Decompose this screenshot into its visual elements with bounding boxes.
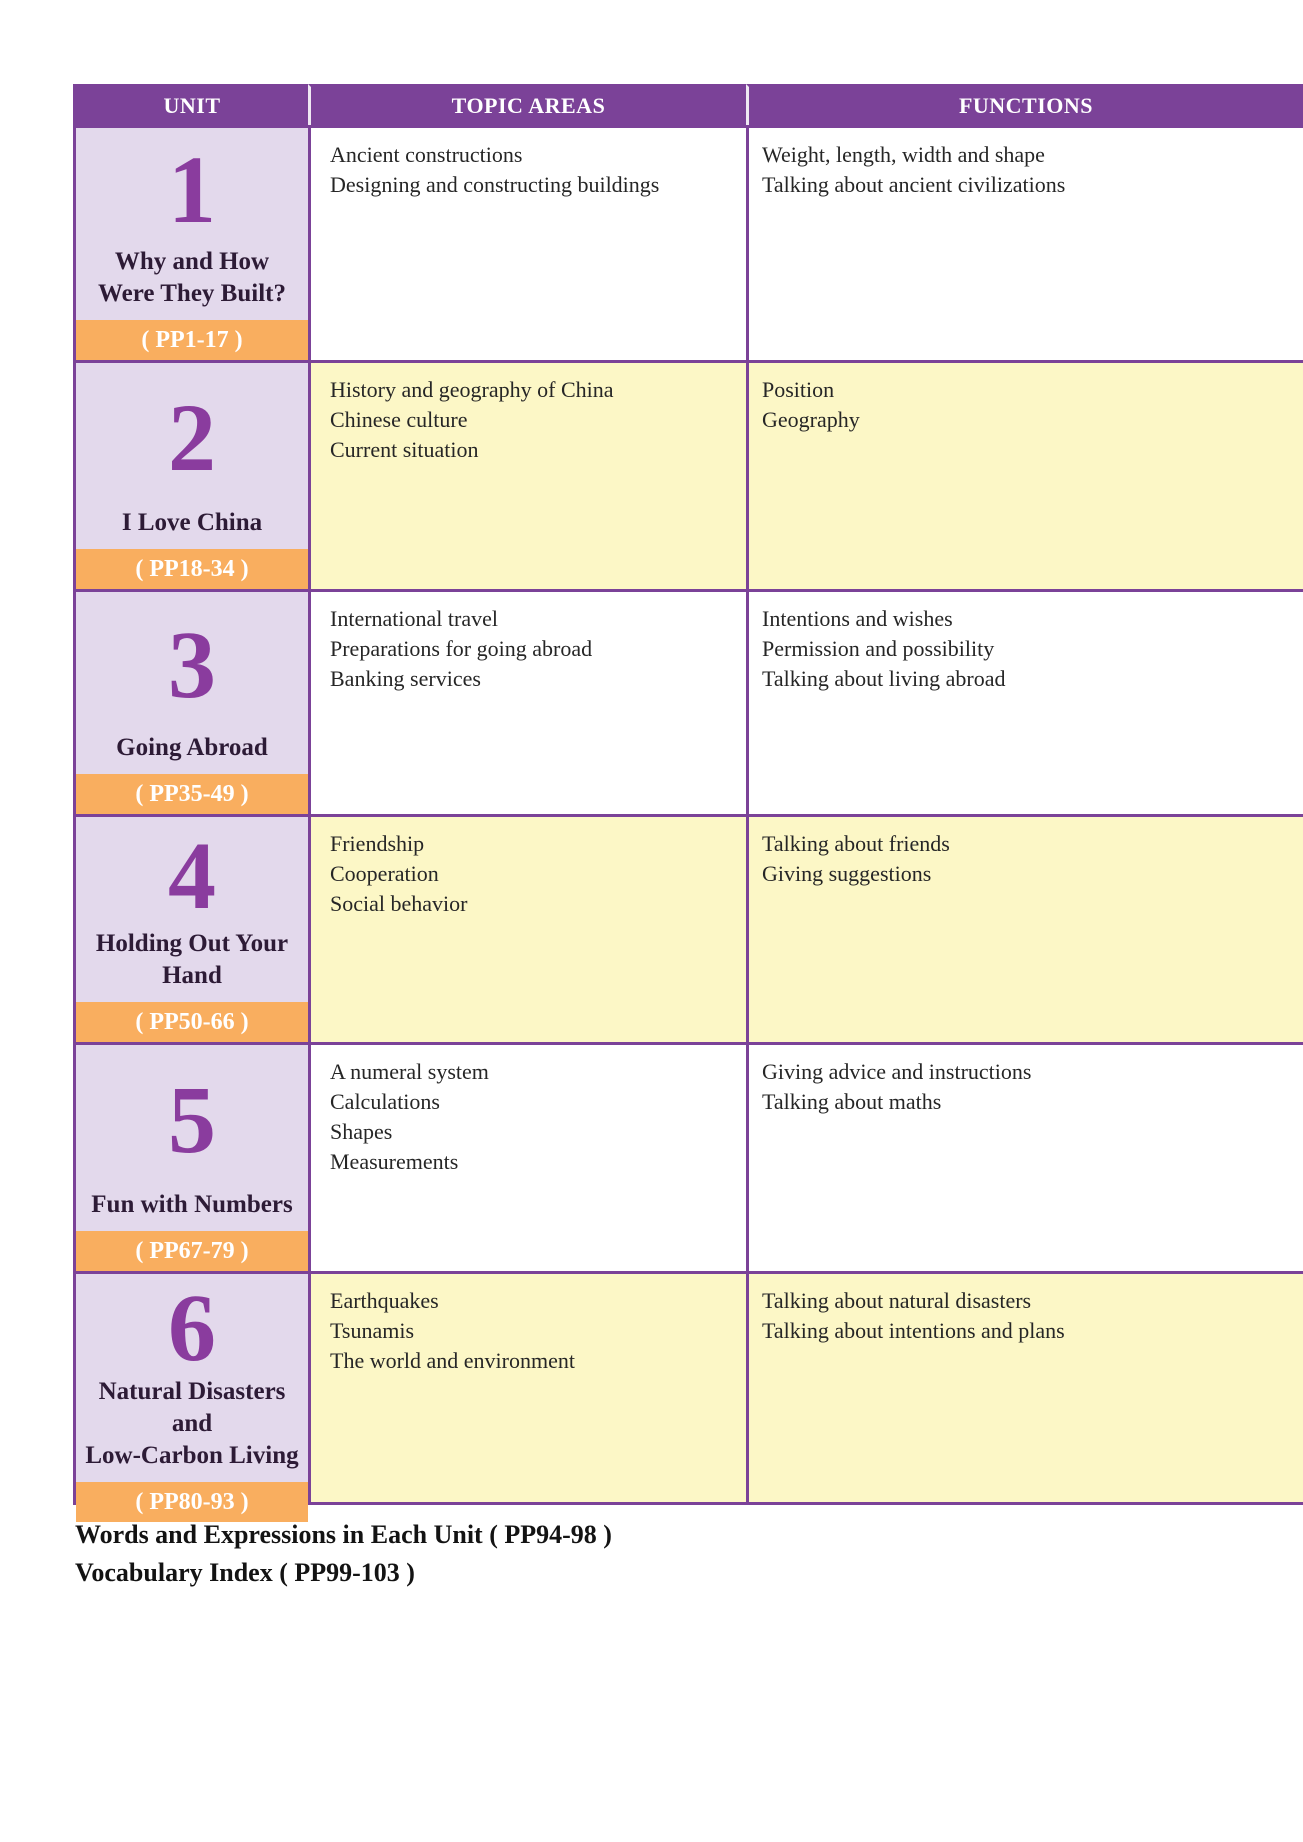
unit-pages-badge: ( PP35-49 )	[76, 774, 308, 814]
unit-title-line: Why and How	[114, 248, 270, 275]
unit-title	[76, 246, 308, 320]
topic-line: Preparations for going abroad	[330, 635, 593, 661]
unit-pages-badge: ( PP80-93 )	[76, 1482, 308, 1522]
topic-line: Calculations	[330, 1088, 440, 1114]
unit-cell-2	[73, 360, 308, 589]
function-line: Weight, length, width and shape	[762, 142, 1045, 167]
unit-title-line: Were They Built?	[98, 280, 286, 307]
topic-line: Cooperation	[330, 860, 439, 886]
unit-number: 5	[168, 1066, 216, 1173]
unit-title	[76, 1189, 308, 1231]
unit-cell-6	[73, 1271, 308, 1515]
functions-cell-3	[746, 589, 1303, 814]
topic-line: International travel	[330, 606, 498, 631]
topic-line: Measurements	[330, 1148, 459, 1174]
topic-line: Friendship	[330, 831, 425, 856]
unit-title-line: Holding Out Your	[95, 930, 289, 957]
column-header-unit: UNIT	[73, 84, 308, 125]
unit-pages-badge: ( PP18-34 )	[76, 549, 308, 589]
function-line: Talking about natural disasters	[762, 1288, 1032, 1313]
topic-line: The world and environment	[330, 1347, 575, 1373]
unit-title	[76, 507, 308, 549]
function-line: Giving suggestions	[762, 860, 932, 886]
column-header-functions: FUNCTIONS	[746, 84, 1303, 125]
unit-number: 2	[168, 384, 216, 491]
unit-number: 4	[168, 821, 216, 929]
functions-cell-5	[746, 1042, 1303, 1271]
function-line: Intentions and wishes	[762, 606, 953, 631]
column-header-topic-areas: TOPIC AREAS	[308, 84, 746, 125]
unit-title	[76, 928, 308, 1002]
topic-areas-cell-2	[308, 360, 746, 589]
topic-line: Earthquakes	[330, 1288, 439, 1313]
unit-number: 3	[168, 611, 216, 718]
unit-pages-badge: ( PP1-17 )	[76, 320, 308, 360]
topic-line: History and geography of China	[330, 377, 614, 402]
function-line: Talking about friends	[762, 831, 950, 856]
unit-cell-3	[73, 589, 308, 814]
function-line: Permission and possibility	[762, 635, 995, 661]
back-matter-links	[75, 1516, 612, 1591]
topic-areas-cell-4	[308, 814, 746, 1042]
function-line: Talking about ancient civilizations	[762, 171, 1066, 197]
topic-line: Tsunamis	[330, 1317, 415, 1343]
function-line: Talking about maths	[762, 1088, 942, 1114]
unit-title-line: Hand	[162, 962, 222, 989]
function-line: Position	[762, 377, 835, 402]
function-line: Talking about living abroad	[762, 665, 1006, 691]
topic-line: Banking services	[330, 665, 481, 691]
unit-pages-badge: ( PP67-79 )	[76, 1231, 308, 1271]
words-and-expressions-line: Words and Expressions in Each Unit ( PP94-98 )	[75, 1520, 612, 1549]
topic-areas-cell-3	[308, 589, 746, 814]
unit-cell-4	[73, 814, 308, 1042]
functions-cell-6	[746, 1271, 1303, 1505]
topic-line: A numeral system	[330, 1059, 489, 1084]
unit-cell-5	[73, 1042, 308, 1271]
function-line: Giving advice and instructions	[762, 1059, 1032, 1084]
unit-pages-badge: ( PP50-66 )	[76, 1002, 308, 1042]
topic-areas-cell-1	[308, 125, 746, 360]
contents-table	[73, 84, 1303, 1515]
unit-title-line: Low-Carbon Living	[85, 1442, 299, 1469]
unit-number: 1	[168, 136, 216, 243]
functions-cell-1	[746, 125, 1303, 360]
unit-title	[76, 732, 308, 774]
topic-line: Social behavior	[330, 890, 468, 916]
topic-line: Designing and constructing buildings	[330, 171, 660, 197]
unit-number: 6	[168, 1274, 216, 1381]
topic-areas-cell-6	[308, 1271, 746, 1505]
unit-title-line: I Love China	[121, 509, 263, 536]
vocabulary-index-line: Vocabulary Index ( PP99-103 )	[75, 1557, 415, 1587]
topic-line: Current situation	[330, 436, 479, 462]
function-line: Geography	[762, 406, 860, 432]
functions-cell-4	[746, 814, 1303, 1042]
functions-cell-2	[746, 360, 1303, 589]
function-line: Talking about intentions and plans	[762, 1317, 1065, 1343]
topic-areas-cell-5	[308, 1042, 746, 1271]
unit-title-line: Natural Disasters and	[98, 1378, 286, 1437]
unit-cell-1	[73, 125, 308, 360]
topic-line: Chinese culture	[330, 406, 468, 432]
unit-title-line: Going Abroad	[116, 734, 268, 761]
unit-title	[76, 1376, 308, 1482]
unit-title-line: Fun with Numbers	[91, 1191, 293, 1218]
topic-line: Ancient constructions	[330, 142, 523, 167]
topic-line: Shapes	[330, 1118, 393, 1144]
